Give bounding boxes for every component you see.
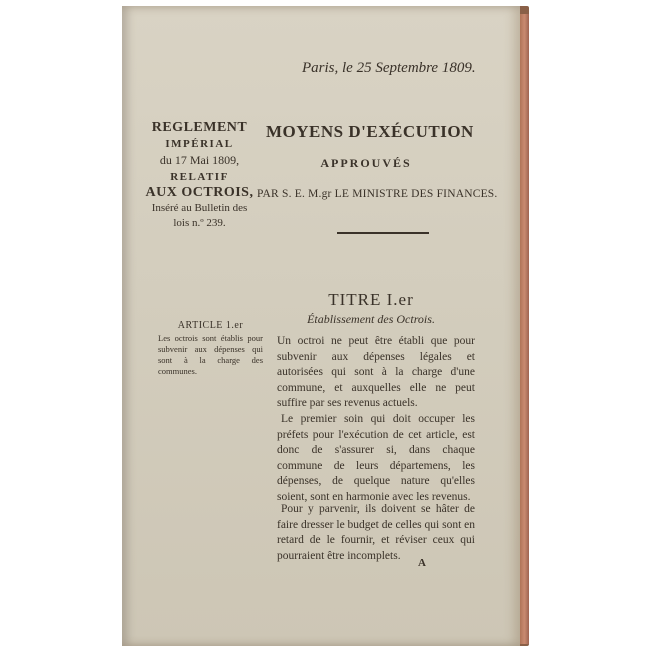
margin-note-title: ARTICLE 1.er (177, 320, 244, 331)
section-subtitle: Établissement des Octrois. (307, 312, 435, 326)
divider-rule (337, 232, 429, 234)
paragraph: Le premier soin qui doit occuper les préfets pour l'exécution de cet article, est donc de s'assurer si, dans chaque commune de leurs départemens, les dépenses, de quelque nature qu'elles soient, sont en harmonie avec les revenus. (277, 413, 475, 503)
section-title: TITRE I.er (328, 290, 414, 309)
left-line-relatif: RELATIF (170, 171, 229, 183)
paragraph: Un octroi ne peut être établi que pour subvenir aux dépenses légales et autorisées qui sont à la charge d'une commune, et auxquelles elle ne peut suffire par ses revenus actuels. (277, 335, 475, 409)
margin-note-body: Les octrois sont établis pour subvenir aux dépenses qui sont à la charge des communes. (158, 333, 263, 376)
left-line-date: du 17 Mai 1809, (159, 153, 240, 167)
left-line-imperial: IMPÉRIAL (165, 138, 234, 150)
page-edge (520, 14, 529, 644)
book (122, 6, 529, 646)
date-line: Paris, le 25 Septembre 1809. (302, 60, 476, 76)
title-approuves: APPROUVÉS (320, 156, 412, 170)
margin-note (158, 320, 263, 377)
page-title: MOYENS D'EXÉCUTION (266, 122, 474, 141)
left-line-lois: lois n.º 239. (173, 217, 226, 229)
left-line-octrois: AUX OCTROIS, (145, 185, 254, 200)
left-line-bulletin: Inséré au Bulletin des (151, 202, 248, 214)
left-line-reglement: REGLEMENT (151, 120, 248, 135)
left-column (142, 120, 257, 231)
paragraph: Pour y parvenir, ils doivent se hâter de faire dresser le budget de celles qui sont en retard de le fournir, et réviser ceux qui pourraient être incomplets. (277, 503, 475, 562)
signature-mark: A (418, 557, 426, 569)
title-authority: PAR S. E. M.gr LE MINISTRE DES FINANCES. (257, 188, 498, 200)
page (122, 6, 520, 646)
